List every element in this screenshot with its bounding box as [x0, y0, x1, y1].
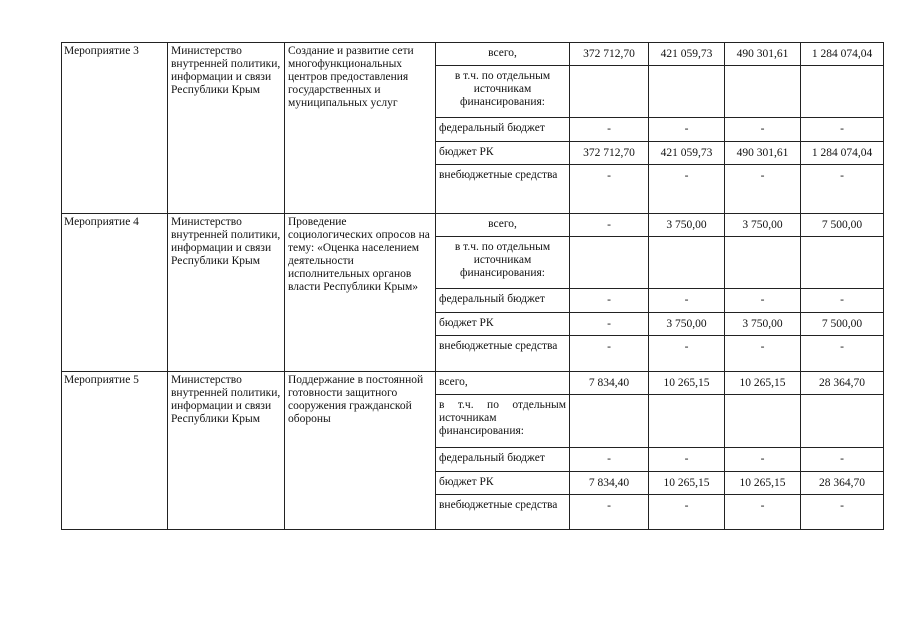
- amount-cell-2: -: [649, 336, 725, 372]
- executor-cell: Министерство внутренней политики, информации и связи Республики Крым: [168, 372, 285, 530]
- amount-cell-2: [649, 395, 725, 448]
- funding-source-cell: всего,: [436, 372, 570, 395]
- amount-cell-3: -: [725, 448, 801, 472]
- executor-cell: Министерство внутренней политики, информации и связи Республики Крым: [168, 43, 285, 214]
- amount-cell-2: 10 265,15: [649, 472, 725, 495]
- amount-cell-2: [649, 66, 725, 118]
- amount-cell-2: -: [649, 495, 725, 530]
- funding-source-cell: бюджет РК: [436, 313, 570, 336]
- funding-source-cell: в т.ч. по отдельным источникам финансирования:: [436, 66, 570, 118]
- amount-cell-4: 1 284 074,04: [801, 142, 884, 165]
- description-cell: Проведение социологических опросов на тему: «Оценка населением деятельности исполнительных органов власти Республики Крым»: [285, 214, 436, 372]
- amount-cell-3: 490 301,61: [725, 142, 801, 165]
- funding-source-cell: федеральный бюджет: [436, 289, 570, 313]
- amount-cell-1: -: [570, 289, 649, 313]
- funding-source-cell: внебюджетные средства: [436, 495, 570, 530]
- funding-source-cell: в т.ч. по отдельным источникам финансирования:: [436, 237, 570, 289]
- amount-cell-3: 3 750,00: [725, 214, 801, 237]
- description-cell: Создание и развитие сети многофункциональных центров предоставления государственных и муниципальных услуг: [285, 43, 436, 214]
- amount-cell-3: -: [725, 336, 801, 372]
- activity-name: Мероприятие 3: [62, 43, 168, 214]
- funding-source-cell: в т.ч. по отдельным источникам финансирования:: [436, 395, 570, 448]
- description-cell: Поддержание в постоянной готовности защитного сооружения гражданской обороны: [285, 372, 436, 530]
- amount-cell-1: -: [570, 448, 649, 472]
- amount-cell-1: 7 834,40: [570, 472, 649, 495]
- table-row: [62, 214, 884, 237]
- amount-cell-3: 10 265,15: [725, 472, 801, 495]
- amount-cell-3: -: [725, 495, 801, 530]
- amount-cell-4: 28 364,70: [801, 372, 884, 395]
- table-row: [62, 43, 884, 66]
- amount-cell-1: -: [570, 495, 649, 530]
- amount-cell-4: -: [801, 289, 884, 313]
- funding-source-cell: бюджет РК: [436, 142, 570, 165]
- amount-cell-3: 3 750,00: [725, 313, 801, 336]
- amount-cell-4: [801, 237, 884, 289]
- amount-cell-2: 10 265,15: [649, 372, 725, 395]
- amount-cell-3: [725, 237, 801, 289]
- amount-cell-4: -: [801, 448, 884, 472]
- amount-cell-4: [801, 395, 884, 448]
- amount-cell-4: 28 364,70: [801, 472, 884, 495]
- funding-table: [61, 42, 884, 530]
- amount-cell-4: 7 500,00: [801, 313, 884, 336]
- amount-cell-2: [649, 237, 725, 289]
- amount-cell-4: 7 500,00: [801, 214, 884, 237]
- amount-cell-2: -: [649, 118, 725, 142]
- amount-cell-1: -: [570, 313, 649, 336]
- funding-source-cell: внебюджетные средства: [436, 165, 570, 214]
- amount-cell-1: -: [570, 214, 649, 237]
- amount-cell-3: [725, 66, 801, 118]
- executor-cell: Министерство внутренней политики, информации и связи Республики Крым: [168, 214, 285, 372]
- amount-cell-4: -: [801, 336, 884, 372]
- funding-source-cell: всего,: [436, 214, 570, 237]
- amount-cell-1: [570, 237, 649, 289]
- activity-name: Мероприятие 5: [62, 372, 168, 530]
- amount-cell-2: -: [649, 165, 725, 214]
- amount-cell-2: 421 059,73: [649, 142, 725, 165]
- funding-source-cell: федеральный бюджет: [436, 118, 570, 142]
- activity-name: Мероприятие 4: [62, 214, 168, 372]
- amount-cell-2: -: [649, 448, 725, 472]
- amount-cell-3: -: [725, 165, 801, 214]
- amount-cell-2: -: [649, 289, 725, 313]
- funding-source-cell: всего,: [436, 43, 570, 66]
- amount-cell-4: 1 284 074,04: [801, 43, 884, 66]
- table-row: [62, 372, 884, 395]
- amount-cell-1: 7 834,40: [570, 372, 649, 395]
- amount-cell-4: -: [801, 165, 884, 214]
- amount-cell-2: 421 059,73: [649, 43, 725, 66]
- amount-cell-1: -: [570, 165, 649, 214]
- funding-source-cell: внебюджетные средства: [436, 336, 570, 372]
- amount-cell-2: 3 750,00: [649, 313, 725, 336]
- amount-cell-1: 372 712,70: [570, 142, 649, 165]
- amount-cell-4: -: [801, 118, 884, 142]
- funding-source-cell: федеральный бюджет: [436, 448, 570, 472]
- amount-cell-1: [570, 395, 649, 448]
- amount-cell-1: [570, 66, 649, 118]
- amount-cell-1: -: [570, 118, 649, 142]
- amount-cell-3: [725, 395, 801, 448]
- amount-cell-3: 490 301,61: [725, 43, 801, 66]
- amount-cell-1: -: [570, 336, 649, 372]
- funding-source-cell: бюджет РК: [436, 472, 570, 495]
- amount-cell-2: 3 750,00: [649, 214, 725, 237]
- amount-cell-3: 10 265,15: [725, 372, 801, 395]
- amount-cell-3: -: [725, 118, 801, 142]
- amount-cell-3: -: [725, 289, 801, 313]
- amount-cell-1: 372 712,70: [570, 43, 649, 66]
- amount-cell-4: [801, 66, 884, 118]
- amount-cell-4: -: [801, 495, 884, 530]
